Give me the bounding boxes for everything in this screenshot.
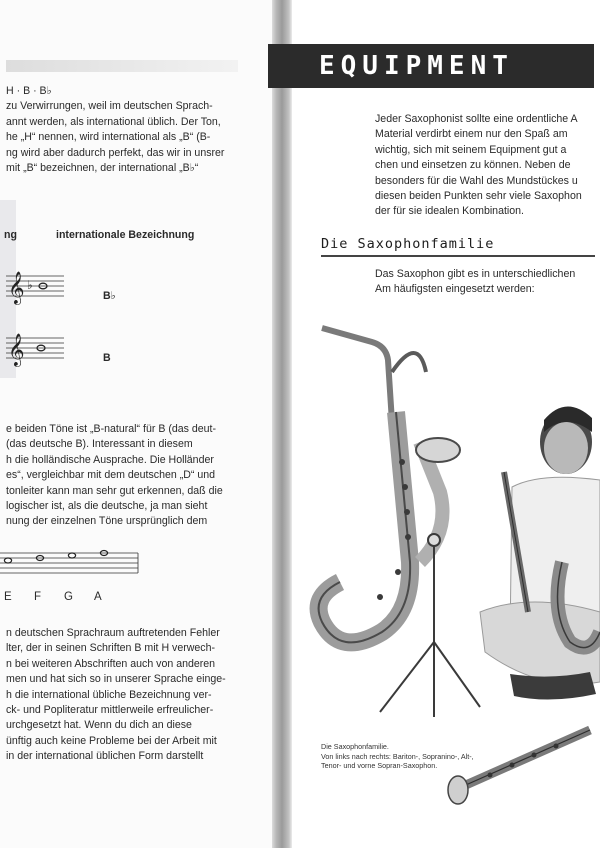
text-line: h die international übliche Bezeichnung ver- [6, 688, 212, 701]
note-bflat-label: B♭ [103, 290, 116, 302]
scale-letter: G [64, 591, 73, 603]
scale-letter: A [94, 591, 102, 603]
text-line: wichtig, sich mit seinem Equipment gut a [375, 143, 567, 156]
player-figure-icon [480, 406, 600, 699]
left-page [0, 0, 272, 848]
text-line: der für sie idealen Kombination. [375, 205, 524, 218]
svg-text:𝄞: 𝄞 [8, 333, 25, 366]
book-gutter [272, 0, 292, 848]
baritone-saxophone-icon [319, 328, 460, 642]
header-strip [6, 60, 238, 72]
chapter-title: EQUIPMENT [319, 51, 514, 81]
text-line: in der international üblichen Form darstellt [6, 750, 204, 763]
text-line: Am häufigsten eingesetzt werden: [375, 283, 535, 296]
intro-paragraph [375, 112, 595, 220]
note-b-label: B [103, 352, 111, 364]
text-line: ng wird aber dadurch perfekt, das wir in unsrer [6, 146, 225, 159]
staff-bflat-icon [6, 266, 66, 306]
text-line: zu Verwirrungen, weil im deutschen Sprach- [6, 100, 213, 113]
text-line: es“, vergleichbar mit dem deutschen „D“ und [6, 469, 216, 482]
text-line: diesen beiden Punkten sehr viele Saxophon [375, 190, 582, 203]
section-paragraph [375, 267, 595, 298]
text-line: (das deutsche B). Interessant in diesem [6, 438, 193, 451]
text-line: Das Saxophon gibt es in unterschiedlichen [375, 268, 576, 280]
table-header-german: ng [4, 229, 17, 241]
left-top-paragraph [6, 84, 240, 176]
text-line: besonders für die Wahl des Mundstückes u [375, 174, 578, 187]
saxophone-family-photo [300, 312, 600, 732]
section-title: Die Saxophonfamilie [321, 236, 495, 252]
scale-letter: F [34, 591, 42, 603]
text-line: mit „B“ bezeichnen, der international „B♭“ [6, 162, 199, 175]
caption-line: Tenor- und vorne Sopran-Saxophon. [321, 761, 438, 771]
section-divider [321, 255, 595, 257]
text-line: annt werden, als international üblich. Der Ton, [6, 115, 221, 128]
text-line: h die holländische Ausprache. Die Holländer [6, 453, 214, 466]
text-line: men und hat sich so in unserer Sprache einge- [6, 673, 226, 686]
text-line: he „H“ nennen, wird international als „B“ (B- [6, 131, 211, 144]
text-line: tonleiter kann man sehr gut erkennen, daß die [6, 484, 223, 497]
text-line: Material verdirbt einem nur den Spaß am [375, 128, 568, 141]
text-line: H · B · B♭ [6, 85, 52, 97]
text-line: n bei weiteren Abschriften auch von anderen [6, 657, 216, 670]
text-line: nung der einzelnen Töne ursprünglich dem [6, 515, 208, 528]
text-line: e beiden Töne ist „B-natural“ für B (das deut- [6, 423, 217, 435]
text-line: lter, der in seinen Schriften B mit H verwech- [6, 642, 216, 655]
svg-text:♭: ♭ [27, 278, 33, 292]
text-line: logischer ist, als die deutsche, ja man sieht [6, 500, 208, 513]
scale-letters [4, 591, 124, 603]
scale-staff-icon [0, 545, 142, 581]
photo-caption [321, 742, 474, 771]
text-line: Jeder Saxophonist sollte eine ordentliche A [375, 113, 578, 125]
text-line: ck- und Popliteratur mittlerweile erfreulicher- [6, 704, 214, 717]
text-line: chen und einsetzen zu können. Neben de [375, 159, 571, 172]
staff-b-icon [6, 328, 66, 368]
scale-letter: E [4, 591, 12, 603]
text-line: ünftig auch keine Probleme bei der Arbeit mit [6, 734, 217, 747]
text-line: urchgesetzt hat. Wenn du dich an diese [6, 719, 192, 732]
caption-line: Von links nach rechts: Bariton-, Sopranino-, Alt-, [321, 751, 474, 761]
left-middle-paragraph [6, 422, 240, 530]
text-line: n deutschen Sprachraum auftretenden Fehler [6, 627, 220, 639]
left-bottom-paragraph [6, 626, 240, 765]
table-header-international: internationale Bezeichnung [56, 229, 195, 241]
caption-line: Die Saxophonfamilie. [321, 742, 389, 751]
svg-text:𝄞: 𝄞 [8, 271, 25, 304]
